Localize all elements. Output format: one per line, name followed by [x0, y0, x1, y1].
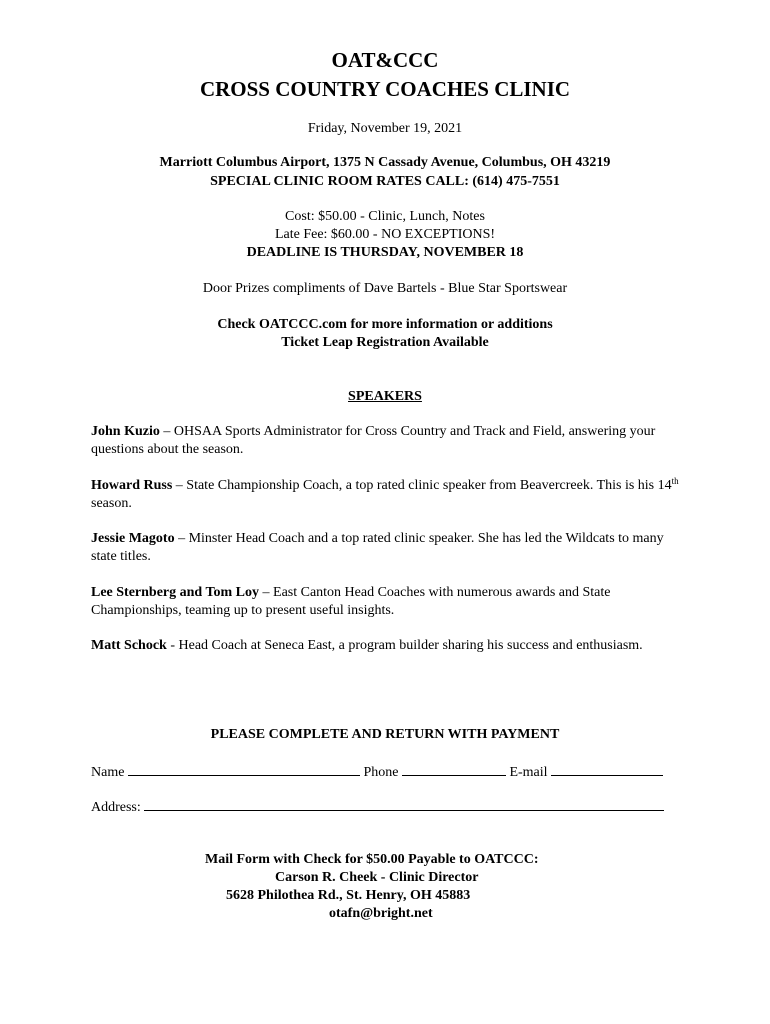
phone-field[interactable]: [402, 762, 506, 776]
org-title: OAT&CCC: [331, 48, 439, 72]
mailing-address: 5628 Philothea Rd., St. Henry, OH 45883: [226, 888, 471, 903]
speaker-entry: [91, 423, 691, 459]
speaker-entry: [91, 477, 691, 513]
speaker-name: Lee Sternberg and Tom Loy: [91, 585, 260, 600]
speaker-name: Howard Russ: [91, 478, 173, 493]
address-label: Address:: [91, 800, 141, 815]
email-label: E-mail: [509, 765, 548, 780]
speaker-description-tail: season.: [91, 496, 132, 511]
late-fee-line: Late Fee: $60.00 - NO EXCEPTIONS!: [274, 227, 496, 242]
room-rates: SPECIAL CLINIC ROOM RATES CALL: (614) 475-7551: [210, 174, 560, 189]
website-info: Check OATCCC.com for more information or additions: [217, 317, 553, 332]
contact-line: [91, 762, 663, 782]
speaker-description: - Head Coach at Seneca East, a program builder sharing his success and enthusiasm.: [166, 638, 643, 653]
speaker-entry: [91, 530, 691, 566]
door-prizes: Door Prizes compliments of Dave Bartels - Blue Star Sportswear: [202, 281, 568, 296]
phone-label: Phone: [363, 765, 399, 780]
venue-address: Marriott Columbus Airport, 1375 N Cassady Avenue, Columbus, OH 43219: [159, 155, 611, 170]
speaker-name: Matt Schock: [91, 638, 167, 653]
clinic-director: Carson R. Cheek - Clinic Director: [275, 870, 479, 885]
speaker-entry: [91, 584, 691, 620]
event-date: Friday, November 19, 2021: [307, 121, 463, 136]
name-label: Name: [91, 765, 125, 780]
name-field[interactable]: [128, 762, 360, 776]
speaker-description: – OHSAA Sports Administrator for Cross Country and Track and Field, answering your questions about the season.: [91, 424, 656, 457]
address-field[interactable]: [144, 797, 664, 811]
speakers-heading: SPEAKERS: [348, 389, 422, 404]
clinic-title: CROSS COUNTRY COACHES CLINIC: [199, 77, 571, 101]
speaker-name: John Kuzio: [91, 424, 160, 439]
speaker-description: – Minster Head Coach and a top rated clinic speaker. She has led the Wildcats to many state titles.: [91, 531, 664, 564]
cost-line: Cost: $50.00 - Clinic, Lunch, Notes: [285, 209, 485, 224]
speaker-description: – East Canton Head Coaches with numerous awards and State Championships, teaming up to present useful insights.: [91, 585, 611, 618]
email-field[interactable]: [551, 762, 663, 776]
speaker-name: Jessie Magoto: [91, 531, 175, 546]
ordinal-suffix: th: [671, 476, 679, 486]
form-heading: PLEASE COMPLETE AND RETURN WITH PAYMENT: [210, 727, 560, 742]
speaker-description: – State Championship Coach, a top rated clinic speaker from Beavercreek. This is his 14: [172, 478, 672, 493]
speaker-entry: [91, 637, 691, 655]
deadline-line: DEADLINE IS THURSDAY, NOVEMBER 18: [246, 245, 524, 260]
contact-email: otafn@bright.net: [329, 906, 433, 921]
registration-info: Ticket Leap Registration Available: [281, 335, 489, 350]
address-line: [91, 797, 664, 817]
mail-instructions: Mail Form with Check for $50.00 Payable to OATCCC:: [205, 852, 539, 867]
